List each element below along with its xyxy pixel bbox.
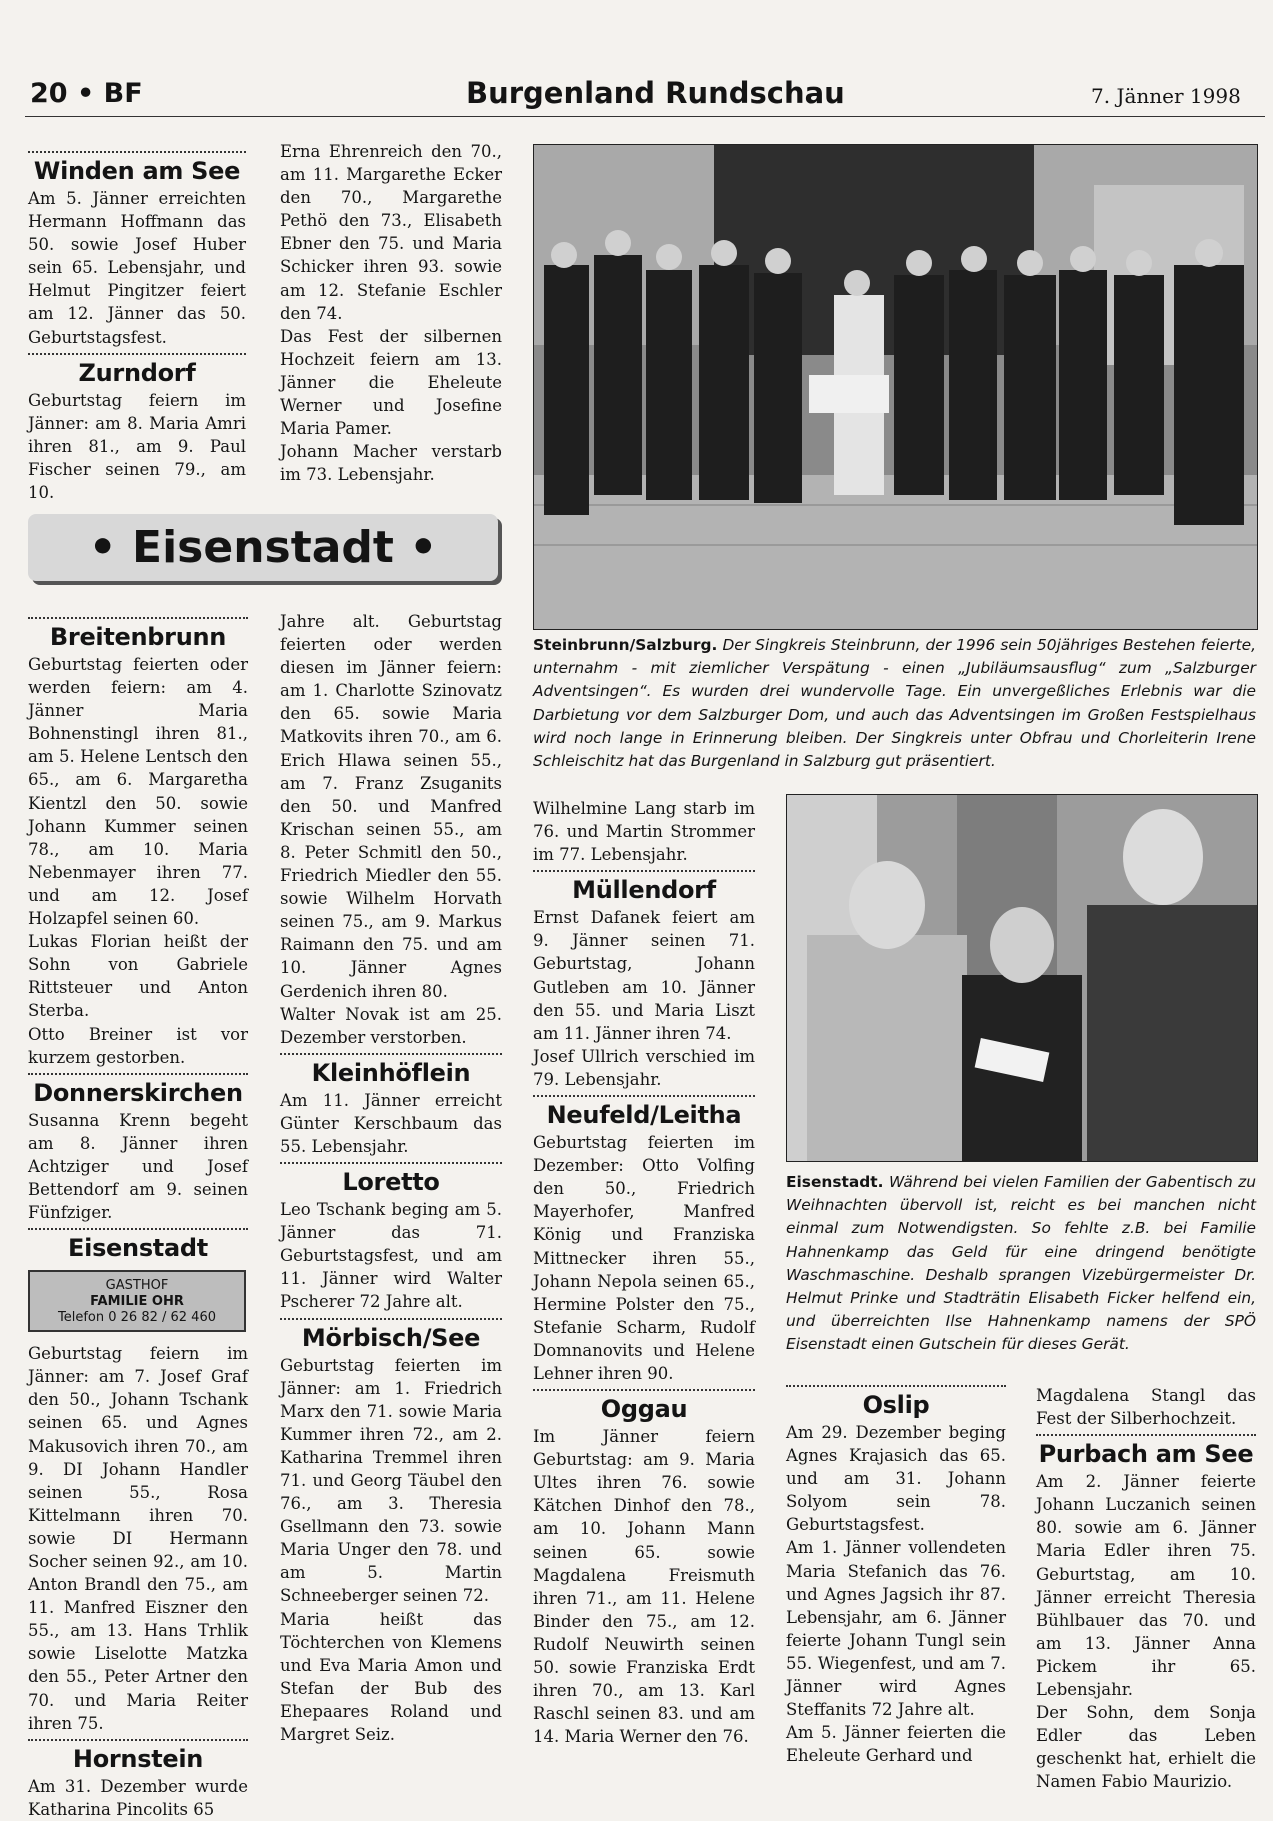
article-zurndorf-cont: Erna Ehrenreich den 70., am 11. Margarethe Ecker den 70., Margarethe Pethö den 73., Elisabeth Ebner den 75. und Maria Schicker ihren 93. sowie am 12. Stefanie Eschler den 74. <box>280 142 502 323</box>
ad-line-1: GASTHOF <box>105 1278 169 1294</box>
article-hornstein-death: Walter Novak ist am 25. Dezember verstorben. <box>280 1004 502 1047</box>
article-winden: Am 5. Jänner erreichten Hermann Hoffmann das 50. sowie Josef Huber sein 65. Lebensjahr, und Helmut Pingitzer feiert am 12. Jänner das 50. Geburtstagsfest. <box>28 189 246 347</box>
article-muellendorf: Ernst Dafanek feiert am 9. Jänner seinen 71. Geburtstag, Johann Gutleben am 10. Jänner den 55. und Maria Liszt am 11. Jänner ihren 74. <box>533 908 755 1043</box>
section-title-kleinhoeflein: Kleinhöflein <box>311 1058 471 1087</box>
section-title-moerbisch: Mörbisch/See <box>301 1323 481 1352</box>
column-4 <box>786 1382 1006 1767</box>
choir-caption-lead: Steinbrunn/Salzburg. <box>533 636 718 654</box>
section-title-muellendorf: Müllendorf <box>572 876 716 905</box>
section-title-oslip: Oslip <box>862 1391 930 1419</box>
section-divider <box>28 1228 248 1230</box>
article-oslip-wedding: Am 5. Jänner feierten die Eheleute Gerhard und <box>786 1723 1006 1766</box>
column-2-bottom <box>280 610 502 1746</box>
article-zurndorf-death: Johann Macher verstarb im 73. Lebensjahr. <box>280 442 502 485</box>
article-oggau: Im Jänner feiern Geburtstag: am 9. Maria Ultes ihren 76. sowie Kätchen Dinhof den 78., am 10. Johann Mann seinen 65. sowie Magdalena Freismuth ihren 71., am 11. Helene Binder den 75., am 12. Rudolf Neuwirth seinen 50. sowie Franziska Erdt ihren 70., am 13. Karl Raschl seinen 83. und am 14. Maria Werner den 76. <box>533 1427 755 1747</box>
choir-caption-text: Der Singkreis Steinbrunn, der 1996 sein 50jähriges Bestehen feierte, unternahm - mit ziemlicher Verspätung - einen „Jubiläumsausflug“ zum „Salzburger Adventsingen“. Es wurden drei wundervolle Tage. Ein unvergeßliches Erlebnis war die Darbietung vor dem Salzburger Dom, und auch das Adventsingen im Großen Festspielhaus wird noch lange in Erinnerung bleiben. Der Singkreis unter Obfrau und Chorleiterin Irene Schleischitz hat das Burgenland in Salzburg gut präsentiert. <box>533 636 1256 771</box>
column-1-top <box>28 148 246 504</box>
page-number: 20 • BF <box>30 78 143 109</box>
section-title-purbach: Purbach am See <box>1038 1440 1254 1469</box>
newspaper-title: Burgenland Rundschau <box>466 76 845 110</box>
donation-caption-lead: Eisenstadt. <box>786 1173 884 1191</box>
article-deaths-top: Wilhelmine Lang starb im 76. und Martin Strommer im 77. Lebensjahr. <box>533 799 755 865</box>
article-oslip-cont: Magdalena Stangl das Fest der Silberhochzeit. <box>1036 1386 1256 1429</box>
section-divider <box>533 870 755 872</box>
section-title-zurndorf: Zurndorf <box>78 358 196 387</box>
masthead-rule <box>25 116 1265 117</box>
article-loretto: Leo Tschank beging am 5. Jänner das 71. Geburtstagsfest, und am 11. Jänner wird Walter Pscherer 72 Jahre alt. <box>280 1200 502 1312</box>
section-divider <box>28 353 246 355</box>
column-1-bottom <box>28 614 248 1821</box>
section-divider <box>28 1073 248 1075</box>
ad-line-3: Telefon 0 26 82 / 62 460 <box>58 1310 216 1326</box>
section-divider <box>28 151 246 153</box>
ad-line-2: FAMILIE OHR <box>90 1294 184 1310</box>
section-title-oggau: Oggau <box>600 1395 688 1424</box>
choir-photo <box>533 144 1258 630</box>
section-divider <box>280 1053 502 1055</box>
section-divider <box>533 1389 755 1391</box>
article-hornstein: Am 31. Dezember wurde Katharina Pincolits 65 <box>28 1776 248 1819</box>
article-zurndorf-wedding: Das Fest der silbernen Hochzeit feiern am 13. Jänner die Eheleute Werner und Josefine Maria Pamer. <box>280 326 502 439</box>
donation-photo-drawing <box>787 795 1257 1161</box>
article-neufeld: Geburtstag feierten im Dezember: Otto Volfing den 50., Friedrich Mayerhofer, Manfred König und Franziska Mittnecker ihren 55., Johann Nepola seinen 65., Hermine Polster den 75., Stefanie Scharm, Rudolf Domnanovits und Helene Lehner ihren 90. <box>533 1133 755 1383</box>
article-purbach: Am 2. Jänner feierte Johann Luczanich seinen 80. sowie am 6. Jänner Maria Edler ihren 75. Geburtstag, am 10. Jänner erreicht Theresia Bühlbauer das 70. und am 13. Jänner Anna Pickem ihr 65. Lebensjahr. <box>1036 1472 1256 1700</box>
article-oslip: Am 29. Dezember beging Agnes Krajasich das 65. und am 31. Johann Solyom sein 78. Geburtstagsfest. <box>786 1423 1006 1535</box>
section-title-eisenstadt: Eisenstadt <box>68 1234 208 1263</box>
section-title-neufeld: Neufeld/Leitha <box>546 1101 742 1130</box>
advertisement-gasthof <box>28 1270 246 1332</box>
section-divider <box>28 617 248 619</box>
section-divider <box>280 1162 502 1164</box>
article-purbach-birth: Der Sohn, dem Sonja Edler das Leben geschenkt hat, erhielt die Namen Fabio Maurizio. <box>1036 1703 1256 1792</box>
article-donnerskirchen: Susanna Krenn begeht am 8. Jänner ihren Achtziger und Josef Bettendorf am 9. seinen Fünfziger. <box>28 1110 248 1223</box>
section-divider <box>533 1095 755 1097</box>
issue-date: 7. Jänner 1998 <box>1091 84 1241 108</box>
article-moerbisch-births: Maria heißt das Töchterchen von Klemens und Eva Maria Amon und Stefan der Bub des Ehepaares Roland und Margret Seiz. <box>280 1609 502 1745</box>
section-title-hornstein: Hornstein <box>72 1744 204 1773</box>
section-divider <box>28 1739 248 1741</box>
section-divider <box>280 1318 502 1320</box>
article-breitenbrunn-death: Otto Breiner ist vor kurzem gestorben. <box>28 1024 248 1067</box>
donation-caption-text: Während bei vielen Familien der Gabentisch zu Weihnachten übervoll ist, reicht es bei manchen nicht einmal zum Notwendigsten. So fehlte z.B. bei Familie Hahnenkamp das Geld für eine dringend benötigte Waschmaschine. Deshalb sprangen Vizebürgermeister Dr. Helmut Prinke und Stadträtin Elisabeth Ficker helfend ein, und überreichten Ilse Hahnenkamp namens der SPÖ Eisenstadt einen Gutschein für dieses Gerät. <box>786 1173 1256 1354</box>
article-eisenstadt: Geburtstag feiern im Jänner: am 7. Josef Graf den 50., Johann Tschank seinen 65. und Agnes Makusovich ihren 70., am 9. DI Johann Handler seinen 55., Rosa Kittelmann ihren 70. sowie DI Hermann Socher seinen 92., am 10. Anton Brandl den 75., am 11. Manfred Eiszner den 55., am 13. Hans Trhlik sowie Liselotte Matzka den 55., Peter Artner den 70. und Maria Reiter ihren 75. <box>28 1344 248 1733</box>
column-5 <box>1036 1384 1256 1794</box>
article-oslip-birthdays: Am 1. Jänner vollendeten Maria Stefanich das 76. und Agnes Jagsich ihr 87. Lebensjahr, am 6. Jänner feierte Johann Tungl sein 55. Wiegenfest, und am 7. Jänner wird Agnes Steffanits 72 Jahre alt. <box>786 1538 1006 1720</box>
article-breitenbrunn: Geburtstag feierten oder werden feiern: am 4. Jänner Maria Bohnenstingl ihren 81., am 5. Helene Lentsch den 65., am 6. Margaretha Kientzl den 50. sowie Johann Kummer seinen 78., am 10. Maria Nebenmayer ihren 77. und am 12. Josef Holzapfel seinen 60. <box>28 655 248 929</box>
section-divider <box>786 1385 1006 1387</box>
article-hornstein-cont: Jahre alt. Geburtstag feierten oder werden diesen im Jänner feiern: am 1. Charlotte Szinovatz den 65. sowie Maria Matkovits ihren 70., am 6. Erich Hlawa seinen 55., am 7. Franz Zsuganits den 50. und Manfred Krischan seinen 55., am 8. Peter Schmitl den 50., Friedrich Miedler den 55. sowie Wilhelm Horvath seinen 75., am 9. Markus Raimann den 75. und am 10. Jänner Agnes Gerdenich ihren 80. <box>280 612 502 1001</box>
section-title-loretto: Loretto <box>342 1168 440 1197</box>
column-3 <box>533 797 755 1748</box>
section-title-donnerskirchen: Donnerskirchen <box>33 1078 243 1107</box>
article-muellendorf-death: Josef Ullrich verschied im 79. Lebensjahr. <box>533 1046 755 1089</box>
eisenstadt-banner: • Eisenstadt • <box>28 514 498 581</box>
donation-caption <box>786 1171 1256 1357</box>
article-breitenbrunn-birth: Lukas Florian heißt der Sohn von Gabriele Rittsteuer und Anton Sterba. <box>28 932 248 1021</box>
donation-photo <box>786 794 1258 1162</box>
section-divider <box>1036 1434 1256 1436</box>
article-zurndorf: Geburtstag feiern im Jänner: am 8. Maria Amri ihren 81., am 9. Paul Fischer seinen 79., am 10. <box>28 390 246 503</box>
section-title-winden: Winden am See <box>33 157 241 185</box>
choir-photo-drawing <box>534 145 1257 629</box>
choir-caption <box>533 634 1256 773</box>
section-title-breitenbrunn: Breitenbrunn <box>49 623 227 651</box>
article-moerbisch: Geburtstag feierten im Jänner: am 1. Friedrich Marx den 71. sowie Maria Kummer ihren 72., am 2. Katharina Tremmel ihren 71. und Georg Täubel den 76., am 3. Theresia Gsellmann den 73. sowie Maria Unger den 78. und am 5. Martin Schneeberger seinen 72. <box>280 1355 502 1606</box>
article-kleinhoeflein: Am 11. Jänner erreicht Günter Kerschbaum das 55. Lebensjahr. <box>280 1090 502 1156</box>
column-2-top <box>280 140 502 486</box>
